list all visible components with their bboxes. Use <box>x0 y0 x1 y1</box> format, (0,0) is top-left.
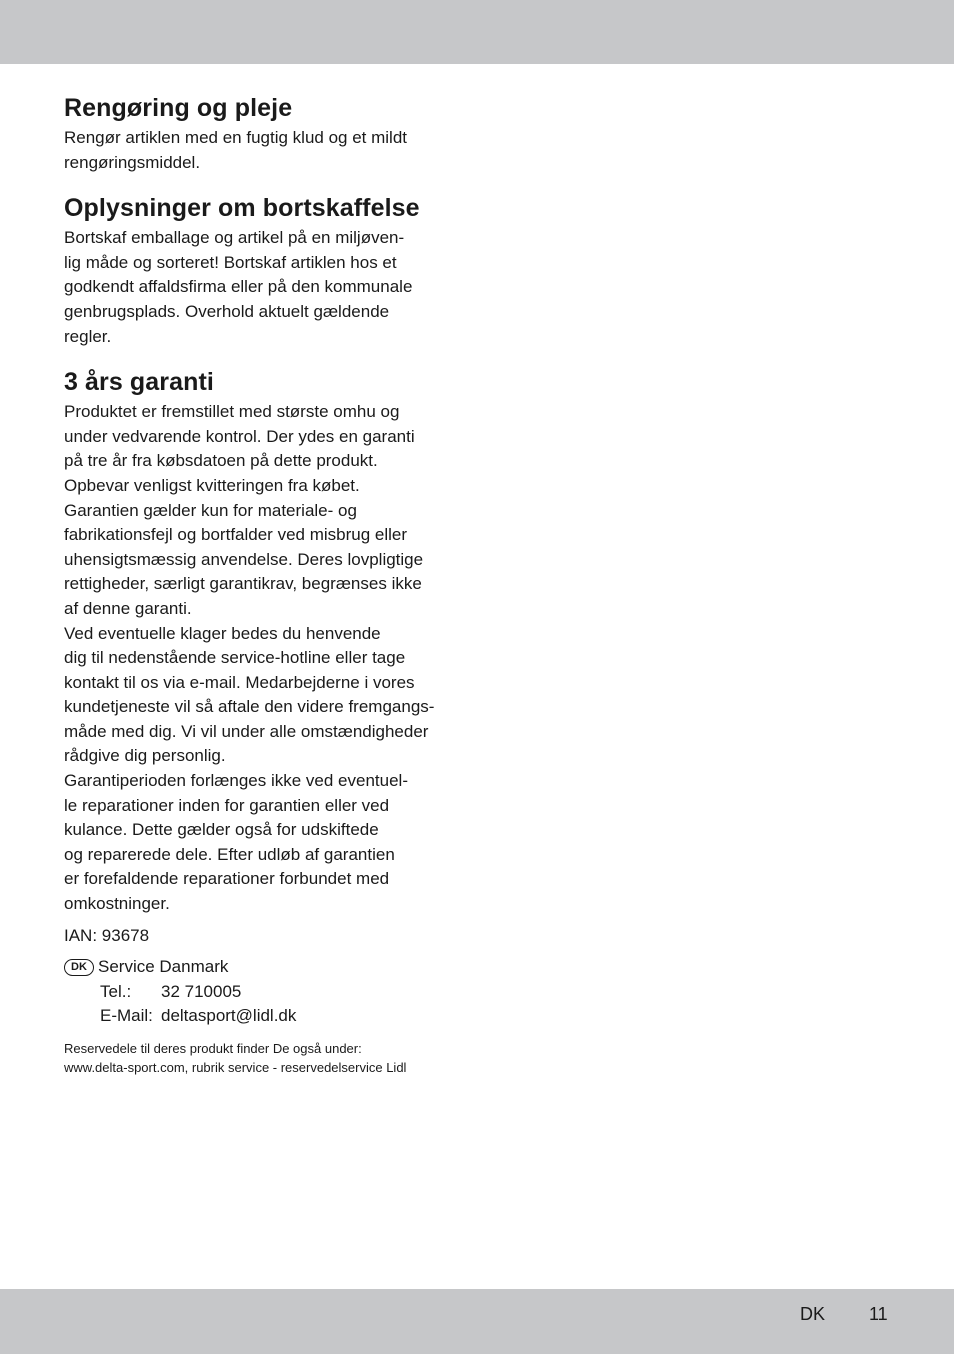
footer-language: DK <box>800 1304 826 1324</box>
section-heading-warranty: 3 års garanti <box>64 368 214 397</box>
page-content <box>64 90 464 1077</box>
phone-label: Tel.: <box>100 981 132 1001</box>
ian-number: IAN: 93678 <box>64 925 150 945</box>
section-text-disposal: Bortskaf emballage og artikel på en miljøven- lig måde og sorteret! Bortskaf artiklen hos et godkendt affaldsfirma eller på den kommunale genbrugsplads. Overhold aktuelt gældende regler. <box>64 228 413 346</box>
service-email-row <box>64 1004 464 1029</box>
section-disposal <box>64 190 464 349</box>
page-number: 11 <box>869 1304 888 1324</box>
section-text-cleaning: Rengør artiklen med en fugtig klud og et mildt rengøringsmiddel. <box>64 128 408 172</box>
section-heading-disposal: Oplysninger om bortskaffelse <box>64 194 420 223</box>
spare-parts-note: Reservedele til deres produkt finder De også under: www.delta-sport.com, rubrik service - reservedelservice Lidl <box>64 1041 407 1075</box>
service-phone-row <box>64 980 464 1005</box>
section-heading-cleaning: Rengøring og pleje <box>64 94 293 122</box>
email-label: E-Mail: <box>100 1006 153 1026</box>
section-cleaning <box>64 90 464 175</box>
section-text-warranty: Produktet er fremstillet med største omhu og under vedvarende kontrol. Der ydes en garanti på tre år fra købsdatoen på dette produkt. Opbevar venligst kvitteringen fra købet. Garantien gælder kun for materiale- og fabrikationsfejl og bortfalder ved misbrug eller uhensigtsmæssig anvendelse. Deres lovpligtige rettigheder, særligt garantikrav, begrænses ikke af denne garanti. Ved eventuelle klager bedes du henvende dig til nedenstående service-hotline eller tage kontakt til os via e-mail. Medarbejderne i vores kundetjeneste vil så aftale den videre fremgangs- måde med dig. Vi vil under alle omstændigheder rådgive dig personlig. Garantiperioden forlænges ikke ved eventuel- le reparationer inden for garantien eller ved kulance. Dette gælder også for udskiftede og reparerede dele. Efter udløb af garantien er forefaldende reparationer forbundet med omkostninger. <box>64 402 435 914</box>
section-warranty <box>64 364 464 916</box>
country-badge-icon: DK <box>64 959 94 976</box>
email-address: deltasport@lidl.dk <box>161 1006 297 1026</box>
service-title: Service Danmark <box>98 957 229 977</box>
phone-number: 32 710005 <box>161 981 242 1001</box>
header-band <box>0 0 954 64</box>
service-block <box>64 955 464 1029</box>
